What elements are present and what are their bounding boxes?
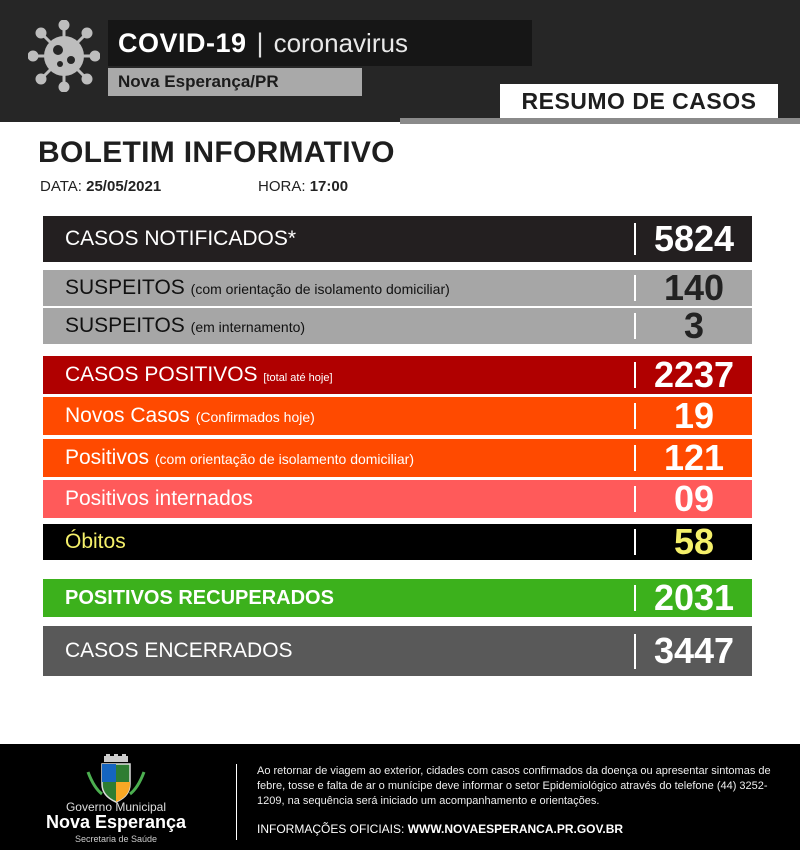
title-separator: | xyxy=(256,27,264,58)
row-suspeitos-domiciliar xyxy=(43,267,752,308)
gov-line2: Nova Esperança xyxy=(45,812,187,832)
row-encerrados xyxy=(43,626,752,676)
suspeitos-int-note: (em internamento) xyxy=(190,319,306,335)
novos-note: (Confirmados hoje) xyxy=(195,409,315,425)
internados-value: 09 xyxy=(673,478,715,519)
positivos-label: CASOS POSITIVOS xyxy=(65,363,258,386)
suspeitos-int-value: 3 xyxy=(683,305,705,346)
suspeitos-dom-label: SUSPEITOS xyxy=(65,276,185,299)
suspeitos-dom-note: (com orientação de isolamento domiciliar) xyxy=(190,281,450,297)
resumo-label: RESUMO DE CASOS xyxy=(500,84,778,118)
novos-value: 19 xyxy=(673,395,715,436)
obitos-value: 58 xyxy=(673,521,715,562)
novos-label: Novos Casos xyxy=(65,404,190,427)
footer-info xyxy=(257,822,623,836)
city-label: Nova Esperança/PR xyxy=(108,68,362,96)
suspeitos-dom-value: 140 xyxy=(663,267,725,308)
title-bar xyxy=(108,20,532,66)
row-casos-positivos xyxy=(43,356,752,394)
time-label: HORA: xyxy=(258,178,306,195)
time-line xyxy=(258,178,348,195)
suspeitos-int-label: SUSPEITOS xyxy=(65,314,185,337)
row-novos-casos xyxy=(43,397,752,435)
coat-of-arms-icon xyxy=(84,754,148,804)
notificados-value: 5824 xyxy=(653,218,735,259)
notificados-label: CASOS NOTIFICADOS* xyxy=(65,227,297,250)
date-value: 25/05/2021 xyxy=(86,178,162,195)
title-main: COVID-19 xyxy=(118,27,247,58)
title-sub: coronavirus xyxy=(273,27,408,58)
encerrados-value: 3447 xyxy=(653,630,735,671)
info-url[interactable]: WWW.NOVAESPERANCA.PR.GOV.BR xyxy=(407,822,624,836)
footer-notice: Ao retornar de viagem ao exterior, cidades com casos confirmados da doença ou apresentar sintomas de febre, tosse e falta de ar o munícipe deve informar o setor Epidemiológico através do telefone (44) 3252-1209, na sequência será iniciado um acompanhamento e orientações. xyxy=(257,765,771,807)
row-obitos xyxy=(43,521,752,562)
encerrados-label: CASOS ENCERRADOS xyxy=(65,639,293,662)
date-label: DATA: xyxy=(40,178,82,195)
virus-icon xyxy=(28,20,100,92)
positivos-dom-value: 121 xyxy=(663,437,725,478)
date-line xyxy=(40,178,161,195)
row-recuperados xyxy=(43,579,752,617)
recuperados-value: 2031 xyxy=(653,577,735,618)
time-value: 17:00 xyxy=(309,178,349,195)
footer-divider xyxy=(236,764,237,840)
row-suspeitos-internamento xyxy=(43,305,752,346)
footer xyxy=(0,744,800,850)
info-label: INFORMAÇÕES OFICIAIS: xyxy=(257,822,405,836)
row-notificados xyxy=(43,216,752,262)
resumo-underline xyxy=(400,118,800,124)
positivos-value: 2237 xyxy=(653,354,735,395)
header xyxy=(0,0,800,122)
gov-line1: Governo Municipal xyxy=(65,800,167,814)
positivos-dom-note: (com orientação de isolamento domiciliar) xyxy=(154,451,414,467)
recuperados-label: POSITIVOS RECUPERADOS xyxy=(65,586,334,609)
gov-line3: Secretaria de Saúde xyxy=(74,834,158,844)
boletim-title: BOLETIM INFORMATIVO xyxy=(38,136,395,169)
row-positivos-domiciliar xyxy=(43,439,752,477)
obitos-label: Óbitos xyxy=(65,530,126,553)
internados-label: Positivos internados xyxy=(65,487,253,510)
positivos-note: [total até hoje] xyxy=(263,372,333,384)
positivos-dom-label: Positivos xyxy=(65,446,150,469)
row-positivos-internados xyxy=(43,480,752,518)
